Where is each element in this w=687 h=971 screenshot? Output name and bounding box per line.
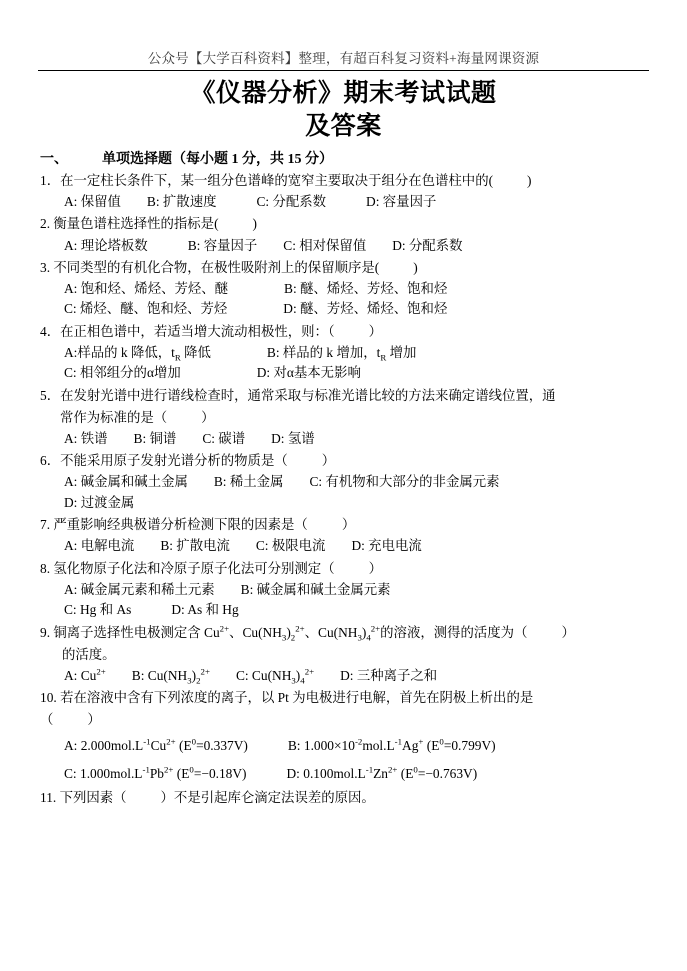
question-8-option-b[interactable]: B: 碱金属和碱土金属元素: [240, 581, 391, 597]
question-1-options: [36, 192, 655, 211]
question-7-option-d[interactable]: D: 充电电流: [351, 538, 422, 554]
question-3-options-row-2: [36, 299, 655, 318]
question-9-option-b[interactable]: B: $Cu(NH_3)_2^{2+}$: [131, 666, 210, 686]
question-11-stem-pre: 11. 下列因素（: [40, 789, 127, 805]
question-5-option-b[interactable]: B: 铜谱: [133, 430, 177, 446]
question-2-options: [36, 236, 655, 255]
question-3-option-c[interactable]: C: 烯烃、醚、饱和烃、芳烃: [64, 301, 228, 317]
superscript-charge: +: [418, 736, 424, 747]
question-6-option-c[interactable]: C: 有机物和大部分的非金属元素: [309, 474, 500, 490]
superscript-charge: 2+: [387, 764, 398, 775]
question-7: [36, 515, 655, 555]
question-7-option-c[interactable]: C: 极限电流: [255, 538, 326, 554]
question-9-option-c[interactable]: C: $Cu(NH_3)_4^{2+}$: [235, 666, 315, 686]
superscript-charge: 2+: [295, 623, 305, 634]
question-8-option-a[interactable]: A: 碱金属元素和稀土元素: [64, 581, 215, 597]
question-4-stem-tail: ）: [368, 323, 382, 339]
question-1-option-a[interactable]: A: 保留值: [64, 194, 121, 210]
question-4-option-a[interactable]: A:样品的 k 降低，$t_R$ 降低: [64, 344, 211, 363]
subscript-count: 3: [357, 632, 362, 643]
superscript-charge: 2+: [219, 623, 230, 634]
question-5-stem-line-1: 5．在发射光谱中进行谱线检查时，通常采取与标准光谱比较的方法来确定谱线位置，通: [40, 387, 556, 403]
subscript-count: 2: [290, 632, 296, 643]
superscript-exponent: -1: [142, 764, 150, 775]
subscript-count: 3: [291, 675, 296, 686]
question-1-stem-tail: ): [527, 173, 532, 188]
question-10-options-row-1: [36, 736, 655, 755]
superscript-charge: 2+: [370, 623, 381, 634]
question-10-option-a[interactable]: A: $2.000mol.L^{-1}Cu^{2+}$ $(E^0=0.337V)$: [64, 736, 248, 754]
question-5-option-a[interactable]: A: 铁谱: [64, 430, 108, 446]
superscript-charge: 2+: [96, 666, 106, 677]
question-10-options-row-2: [36, 764, 655, 783]
question-4-options-row-1: [36, 343, 655, 362]
question-4-option-c[interactable]: C: 相邻组分的α增加: [64, 365, 181, 381]
question-4: [36, 322, 655, 383]
watermark-header: [0, 0, 687, 71]
question-2-stem-tail: ): [252, 216, 258, 232]
question-3-stem-text: 3. 不同类型的有机化合物，在极性吸附剂上的保留顺序是(: [40, 259, 380, 275]
header-divider: [38, 70, 649, 71]
question-10-option-d[interactable]: D: $0.100mol.L^{-1}Zn^{2+}$ $(E^0=-0.763V)$: [286, 764, 478, 781]
question-5-stem-line-2: 常作为标准的是（ ）: [60, 409, 215, 425]
question-2-stem: [36, 214, 655, 233]
superscript-standard: 0: [189, 764, 194, 775]
superscript-exponent: -1: [143, 736, 151, 747]
question-6-option-d[interactable]: D: 过渡金属: [64, 494, 135, 510]
subscript-r: R: [174, 352, 181, 363]
question-2-option-c[interactable]: C: 相对保留值: [283, 237, 367, 253]
question-5: [36, 386, 655, 449]
subscript-count: 3: [187, 675, 192, 686]
question-1-option-d[interactable]: D: 容量因子: [366, 194, 437, 210]
question-8-option-c[interactable]: C: Hg 和 As: [64, 602, 132, 618]
question-10-option-b[interactable]: B: $1.000\times 10^{-2}mol.L^{-1}Ag^+$ $(E^0=0.799V)$: [287, 736, 496, 754]
superscript-standard: 0: [191, 736, 197, 747]
question-1-option-c[interactable]: C: 分配系数: [256, 194, 327, 210]
question-1-stem-text: 1．在一定柱长条件下，某一组分色谱峰的宽窄主要取决于组分在色谱柱中的(: [40, 173, 494, 188]
question-3-options-row-1: [36, 279, 655, 298]
superscript-charge: 2+: [166, 736, 176, 747]
question-9: [36, 623, 655, 686]
question-6-stem-text: 6．不能采用原子发射光谱分析的物质是（: [40, 453, 288, 469]
superscript-charge: 2+: [164, 764, 174, 775]
question-2-stem-text: 2. 衡量色谱柱选择性的指标是(: [40, 216, 219, 232]
question-7-stem-text: 7. 严重影响经典极谱分析检测下限的因素是（: [40, 517, 308, 533]
question-2-option-a[interactable]: A: 理论塔板数: [64, 237, 148, 253]
question-3: [36, 258, 655, 319]
title-line-1: 《仪器分析》期末考试试题: [190, 80, 497, 107]
question-4-stem-text: 4．在正相色谱中，若适当增大流动相极性，则：（: [40, 323, 335, 339]
question-7-option-b[interactable]: B: 扩散电流: [160, 538, 230, 554]
subscript-count: 4: [300, 675, 305, 686]
question-5-options: [36, 429, 655, 448]
question-4-option-b[interactable]: B: 样品的 k 增加，$t_R$ 增加: [266, 344, 417, 363]
superscript-charge: 2+: [200, 666, 210, 677]
question-3-stem: [36, 258, 655, 277]
question-11-stem: [36, 788, 655, 807]
question-2: [36, 214, 655, 254]
question-3-option-b[interactable]: B: 醚、烯烃、芳烃、饱和烃: [284, 280, 448, 296]
question-6-option-b[interactable]: B: 稀土金属: [213, 474, 284, 490]
superscript-exponent: -2: [354, 736, 363, 747]
question-7-options: [36, 536, 655, 555]
question-8: [36, 559, 655, 620]
question-11: [36, 788, 655, 807]
subscript-count: 2: [196, 675, 201, 686]
superscript-standard: 0: [439, 736, 444, 747]
question-8-options-row-2: [36, 600, 655, 619]
question-7-option-a[interactable]: A: 电解电流: [64, 538, 135, 554]
superscript-exponent: -1: [365, 764, 374, 775]
question-3-option-a[interactable]: A: 饱和烃、烯烃、芳烃、醚: [64, 280, 229, 296]
question-9-stem-line-1: 9. 铜离子选择性电极测定含 $Cu^{2+}$、$Cu(NH_3)_2^{2+}$、$Cu(NH_3)_4^{2+}$的溶液，测得的活度为（ ）: [40, 623, 575, 643]
superscript-exponent: -1: [394, 736, 403, 747]
question-1: [36, 171, 655, 211]
subscript-count: 3: [281, 632, 287, 643]
question-10-stem-line-1: 10. 若在溶液中含有下列浓度的离子，以 Pt 为电极进行电解，首先在阴极上析出的是: [40, 690, 534, 706]
question-4-option-d[interactable]: D: 对α基本无影响: [256, 365, 361, 381]
title-line-2: 及答案: [305, 113, 382, 140]
question-1-stem: [36, 171, 655, 190]
section-number: 一、: [40, 152, 68, 167]
question-6-option-a[interactable]: A: 碱金属和碱土金属: [64, 474, 188, 490]
subscript-r: R: [380, 352, 387, 363]
question-11-stem-post: ）不是引起库仑滴定法误差的原因。: [160, 789, 375, 805]
question-3-option-d[interactable]: D: 醚、芳烃、烯烃、饱和烃: [283, 301, 448, 317]
question-4-stem: [36, 322, 655, 341]
question-5-option-d[interactable]: D: 氢谱: [271, 430, 315, 446]
superscript-standard: 0: [413, 764, 418, 775]
superscript-charge: 2+: [304, 666, 315, 677]
question-7-stem: 7. 严重影响经典极谱分析检测下限的因素是（ ）: [40, 517, 356, 533]
question-9-options: [36, 666, 655, 685]
question-1-option-b[interactable]: B: 扩散速度: [146, 194, 217, 210]
question-6: [36, 451, 655, 512]
question-9-stem-line-2: 的活度。: [62, 646, 116, 662]
question-9-option-a[interactable]: A: $Cu^{2+}$: [64, 666, 106, 683]
question-10-option-c[interactable]: C: $1.000mol.L^{-1}Pb^{2+}$ $(E^0=-0.18V)$: [64, 764, 247, 781]
question-6-options-row-1: [36, 472, 655, 491]
watermark-text: 公众号【大学百科资料】整理，有超百科复习资料+海量网课资源: [147, 51, 540, 66]
question-3-stem-tail: ): [413, 259, 418, 275]
subscript-count: 4: [366, 632, 371, 643]
question-9-option-d[interactable]: D: 三种离子之和: [340, 667, 438, 683]
question-10: [36, 688, 655, 783]
exam-body: [0, 153, 687, 807]
section-title: 单项选择题（每小题 1 分，共 15 分）: [102, 152, 333, 167]
question-10-stem-line-2: （ ）: [40, 712, 101, 728]
document-title: [0, 77, 687, 143]
question-4-options-row-2: [36, 363, 655, 382]
question-6-options-row-2: [36, 493, 655, 512]
question-6-stem: 6．不能采用原子发射光谱分析的物质是（ ）: [40, 453, 336, 469]
section-heading-1: [36, 153, 655, 167]
question-2-option-d[interactable]: D: 分配系数: [392, 237, 463, 253]
question-2-option-b[interactable]: B: 容量因子: [187, 237, 258, 253]
question-5-option-c[interactable]: C: 碳谱: [202, 430, 246, 446]
question-8-stem: 8. 氢化物原子化法和冷原子原子化法可分别测定（ ）: [40, 560, 382, 576]
question-8-stem-text: 8. 氢化物原子化法和冷原子原子化法可分别测定（: [40, 560, 335, 576]
question-8-options-row-1: [36, 580, 655, 599]
question-8-option-d[interactable]: D: As 和 Hg: [171, 602, 239, 618]
